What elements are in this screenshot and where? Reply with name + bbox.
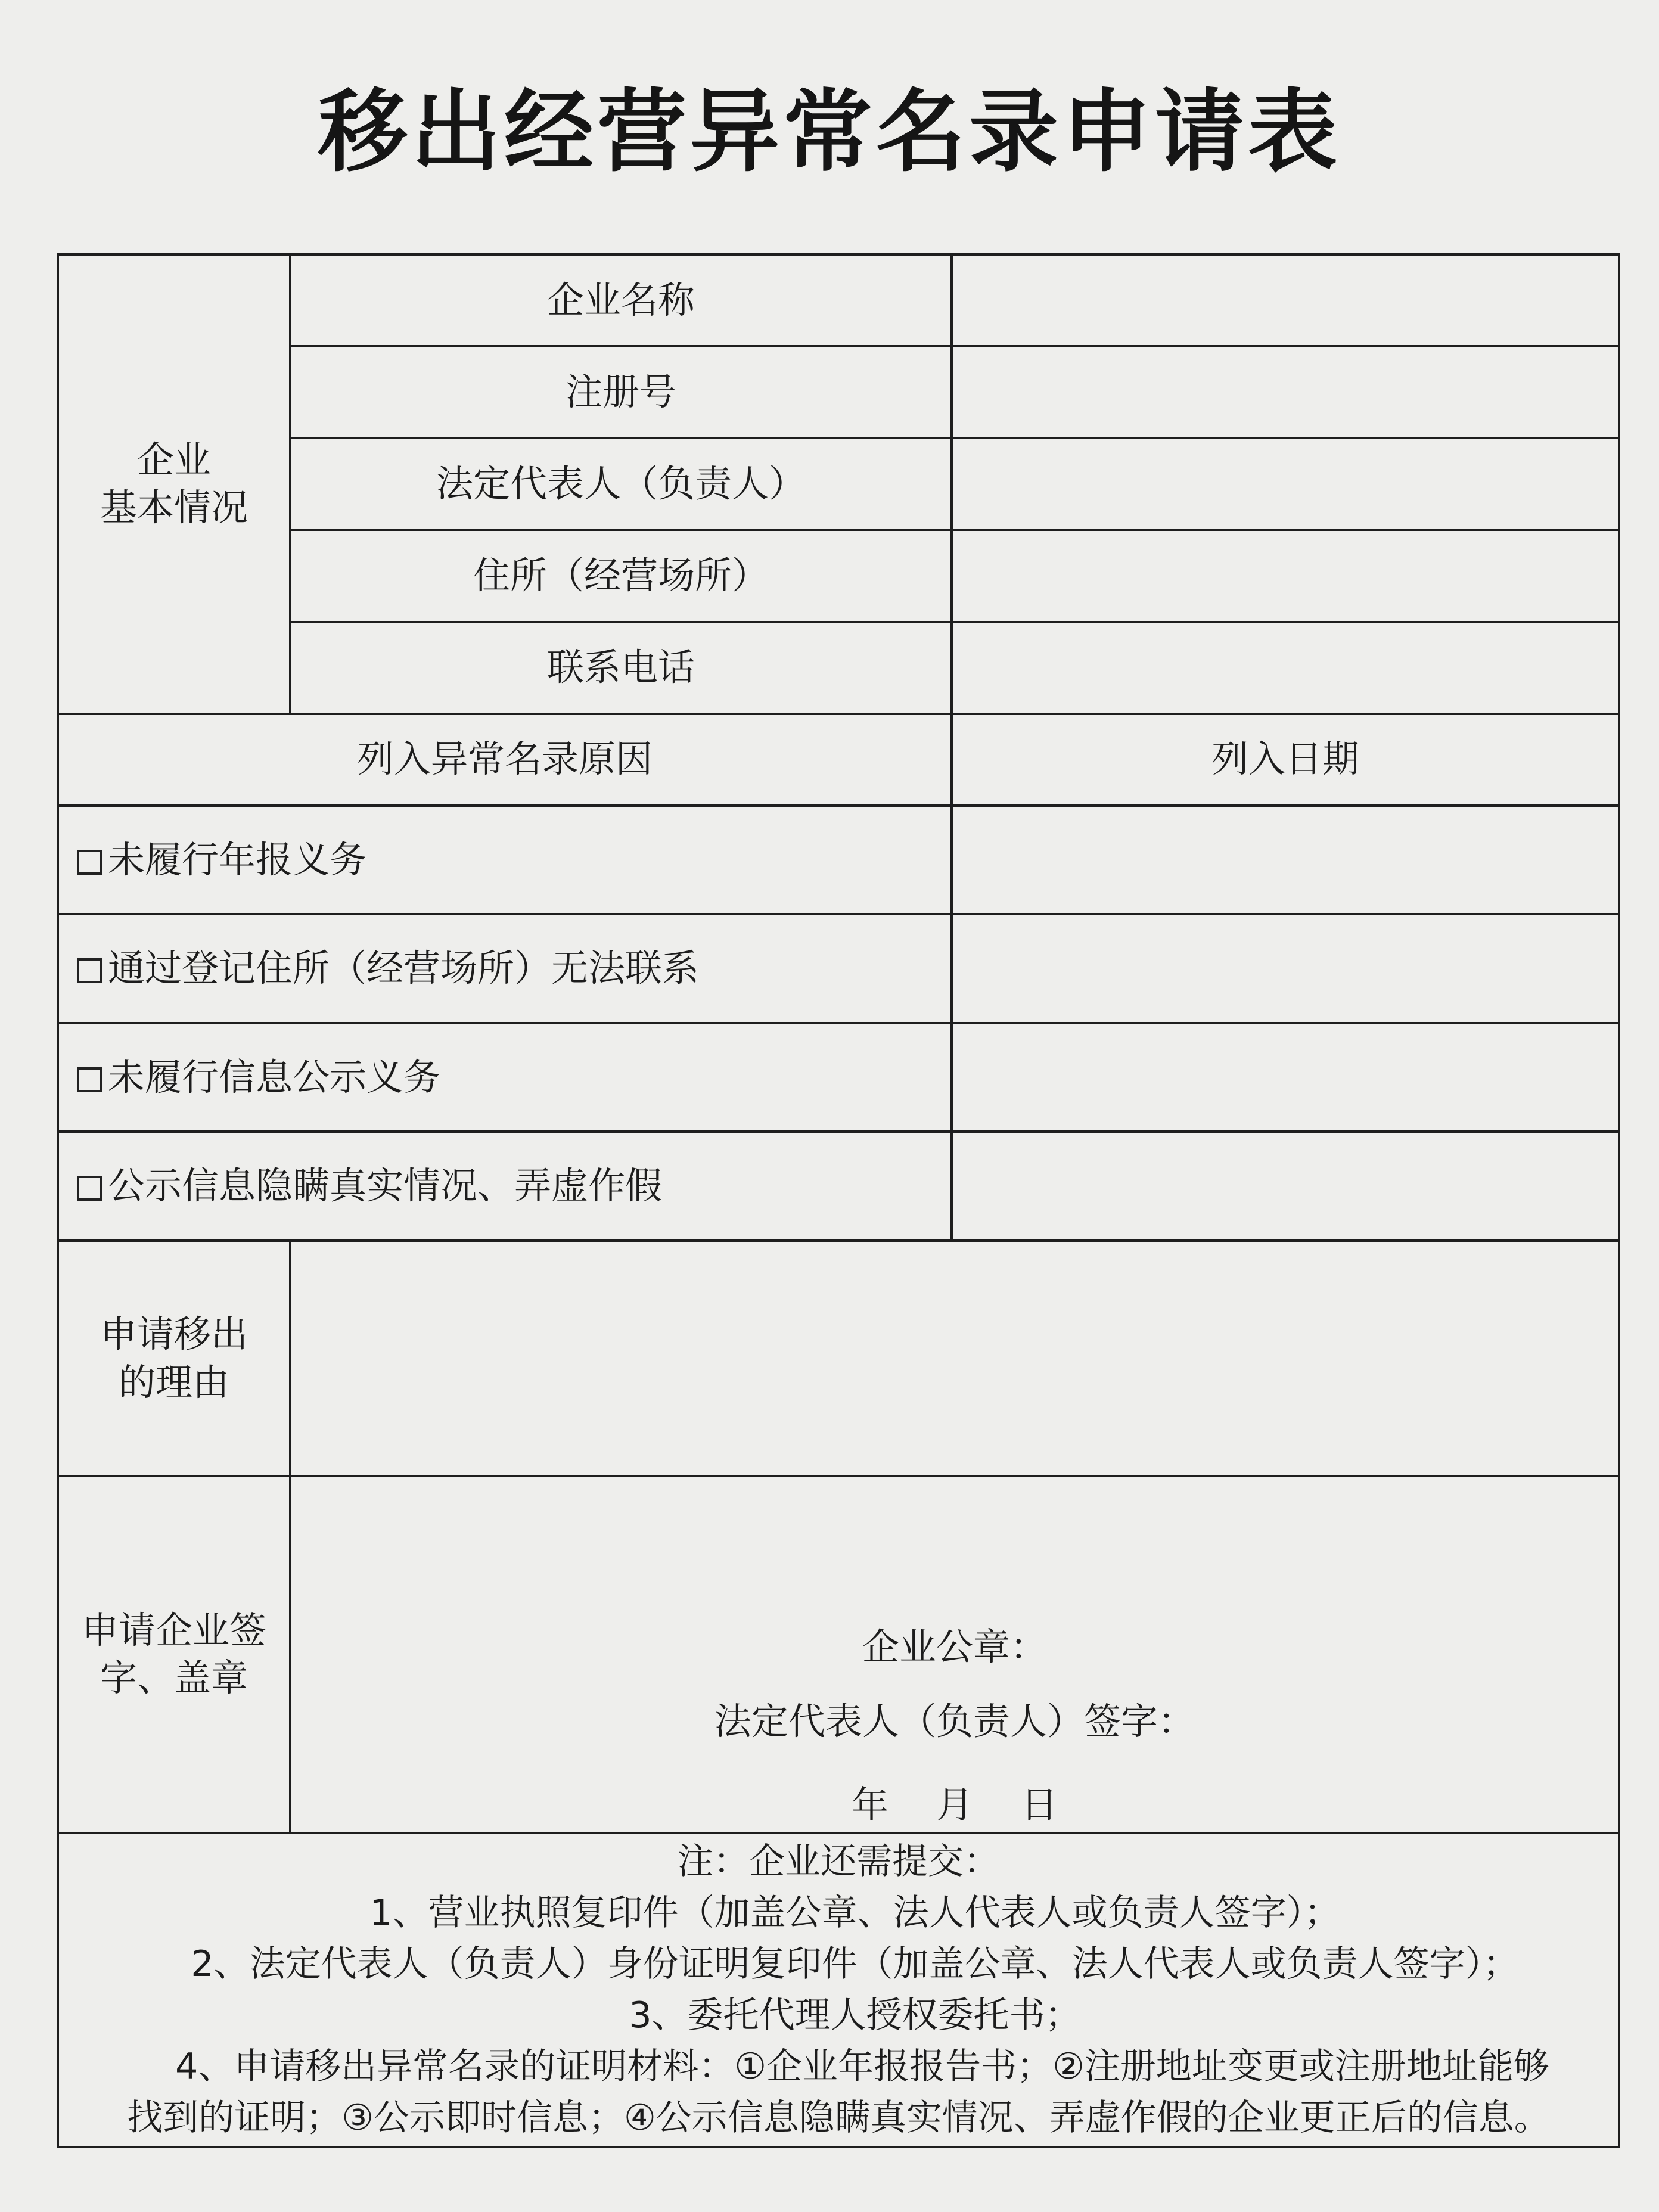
checkbox-disclosure[interactable] xyxy=(77,1067,102,1092)
signature-label-line1: 申请企业签 xyxy=(81,1608,266,1652)
signature-area[interactable] xyxy=(290,1476,1619,1832)
notes-item-2: 2、法定代表人（负责人）身份证明复印件（加盖公章、法人代表人或负责人签字）； xyxy=(191,1943,1519,1986)
row-company-name xyxy=(58,254,1619,346)
removal-reason-field[interactable] xyxy=(290,1241,1619,1476)
notes-item-4-line2: 找到的证明；③公示即时信息；④公示信息隐瞒真实情况、弄虚作假的企业更正后的信息。 xyxy=(127,2097,1550,2139)
signature-label xyxy=(58,1476,290,1832)
notes-item-4-line1: 4、申请移出异常名录的证明材料：①企业年报报告书；②注册地址变更或注册地址能够 xyxy=(175,2046,1549,2088)
application-form-table xyxy=(57,253,1620,2148)
row-signature xyxy=(58,1476,1619,1832)
representative-signature-label: 法定代表人（负责人）签字： xyxy=(714,1700,1195,1744)
company-seal-label: 企业公章： xyxy=(862,1625,1047,1669)
reason-item-annual-report xyxy=(58,806,952,915)
date-header: 列入日期 xyxy=(952,714,1619,806)
date-day-label: 日 xyxy=(1021,1783,1058,1827)
checkbox-annual-report[interactable] xyxy=(77,850,102,875)
row-reason-2 xyxy=(58,914,1619,1023)
company-name-label: 企业名称 xyxy=(290,254,952,346)
reason-date-3[interactable] xyxy=(952,1023,1619,1132)
notes-section xyxy=(58,1833,1619,2147)
reason-date-2[interactable] xyxy=(952,914,1619,1023)
basic-info-label-line1: 企业 xyxy=(136,437,211,481)
notes-heading: 注：企业还需提交： xyxy=(678,1841,999,1883)
reason-header: 列入异常名录原因 xyxy=(58,714,952,806)
row-legal-representative xyxy=(58,438,1619,530)
reason-item-unreachable xyxy=(58,914,952,1023)
row-address xyxy=(58,530,1619,622)
registration-number-label: 注册号 xyxy=(290,346,952,438)
legal-representative-field[interactable] xyxy=(952,438,1619,530)
signature-date xyxy=(291,1781,1618,1829)
signature-label-line2: 字、盖章 xyxy=(100,1656,248,1700)
checkbox-falsification[interactable] xyxy=(77,1176,102,1201)
removal-reason-label-line2: 的理由 xyxy=(118,1360,229,1404)
address-field[interactable] xyxy=(952,530,1619,622)
row-reason-4 xyxy=(58,1132,1619,1241)
reason-label-4: 公示信息隐瞒真实情况、弄虚作假 xyxy=(108,1164,663,1208)
phone-label: 联系电话 xyxy=(290,622,952,714)
reason-label-3: 未履行信息公示义务 xyxy=(108,1055,441,1099)
row-notes xyxy=(58,1833,1619,2147)
basic-info-label-line2: 基本情况 xyxy=(100,486,248,530)
row-reasons-header xyxy=(58,714,1619,806)
reason-date-1[interactable] xyxy=(952,806,1619,915)
row-registration-number xyxy=(58,346,1619,438)
reason-item-falsification xyxy=(58,1132,952,1241)
basic-info-label xyxy=(58,254,290,714)
company-name-field[interactable] xyxy=(952,254,1619,346)
row-reason-1 xyxy=(58,806,1619,915)
checkbox-unreachable[interactable] xyxy=(77,958,102,983)
reason-label-1: 未履行年报义务 xyxy=(108,837,367,881)
reason-label-2: 通过登记住所（经营场所）无法联系 xyxy=(108,946,700,990)
row-reason-3 xyxy=(58,1023,1619,1132)
removal-reason-label xyxy=(58,1241,290,1476)
phone-field[interactable] xyxy=(952,622,1619,714)
reason-date-4[interactable] xyxy=(952,1132,1619,1241)
removal-reason-label-line1: 申请移出 xyxy=(100,1312,248,1356)
address-label: 住所（经营场所） xyxy=(290,530,952,622)
notes-item-3: 3、委托代理人授权委托书； xyxy=(629,1994,1081,2037)
row-removal-reason xyxy=(58,1241,1619,1476)
registration-number-field[interactable] xyxy=(952,346,1619,438)
notes-item-1: 1、营业执照复印件（加盖公章、法人代表人或负责人签字）； xyxy=(369,1892,1340,1934)
row-phone xyxy=(58,622,1619,714)
date-year-label: 年 xyxy=(851,1783,888,1827)
date-month-label: 月 xyxy=(936,1783,973,1827)
reason-item-disclosure xyxy=(58,1023,952,1132)
form-title: 移出经营异常名录申请表 xyxy=(318,80,1341,184)
legal-representative-label: 法定代表人（负责人） xyxy=(290,438,952,530)
